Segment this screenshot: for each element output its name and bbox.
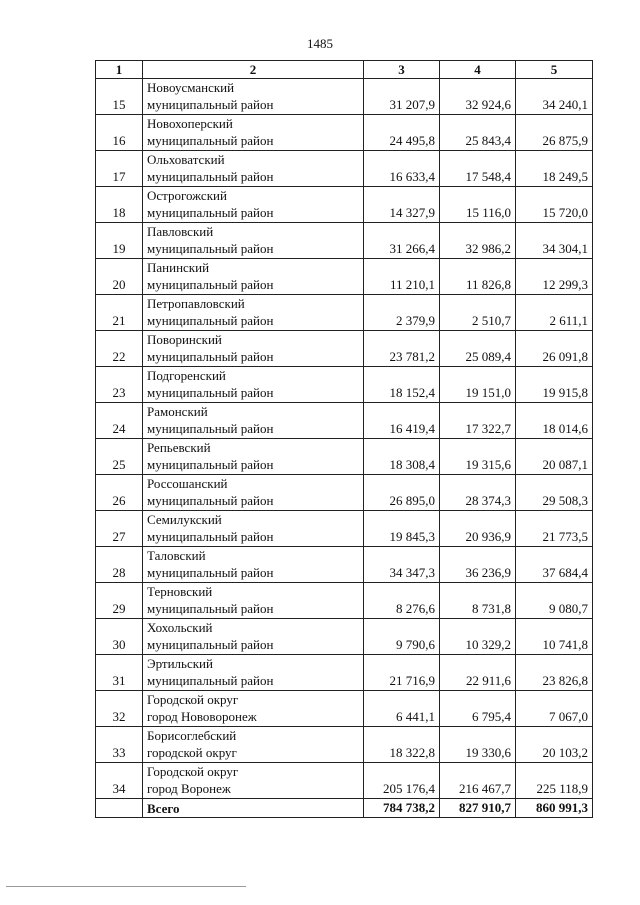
value-col-3: 2 379,9 <box>364 295 440 331</box>
district-name-line-1: Репьевский <box>147 440 211 455</box>
district-name-line-2: город Нововоронеж <box>147 709 257 724</box>
total-value-4: 827 910,7 <box>440 799 516 818</box>
value-col-3: 18 152,4 <box>364 367 440 403</box>
row-number: 28 <box>96 547 143 583</box>
table-row <box>96 295 593 331</box>
row-number: 33 <box>96 727 143 763</box>
value-col-5: 23 826,8 <box>516 655 593 691</box>
value-col-3: 31 207,9 <box>364 79 440 115</box>
value-col-5: 20 103,2 <box>516 727 593 763</box>
table-row <box>96 475 593 511</box>
district-name-line-2: муниципальный район <box>147 673 274 688</box>
district-name-line-2: муниципальный район <box>147 277 274 292</box>
district-name-line-1: Эртильский <box>147 656 213 671</box>
row-number: 18 <box>96 187 143 223</box>
value-col-5: 34 304,1 <box>516 223 593 259</box>
page-number: 1485 <box>307 36 333 51</box>
district-name <box>143 79 364 115</box>
table-row <box>96 439 593 475</box>
district-name <box>143 115 364 151</box>
district-name <box>143 691 364 727</box>
district-name-line-1: Городской округ <box>147 764 239 779</box>
district-name-line-2: муниципальный район <box>147 313 274 328</box>
total-num-cell <box>96 799 143 818</box>
value-col-4: 22 911,6 <box>440 655 516 691</box>
table-row <box>96 619 593 655</box>
value-col-5: 21 773,5 <box>516 511 593 547</box>
value-col-5: 26 091,8 <box>516 331 593 367</box>
value-col-5: 2 611,1 <box>516 295 593 331</box>
value-col-5: 225 118,9 <box>516 763 593 799</box>
district-name <box>143 187 364 223</box>
district-name-line-1: Острогожский <box>147 188 227 203</box>
district-name-line-2: муниципальный район <box>147 421 274 436</box>
value-col-4: 19 151,0 <box>440 367 516 403</box>
table-row <box>96 547 593 583</box>
district-name-line-1: Хохольский <box>147 620 213 635</box>
value-col-5: 37 684,4 <box>516 547 593 583</box>
district-name <box>143 259 364 295</box>
footnote-separator <box>6 886 246 887</box>
value-col-3: 16 633,4 <box>364 151 440 187</box>
district-name-line-2: муниципальный район <box>147 529 274 544</box>
district-name-line-1: Подгоренский <box>147 368 226 383</box>
district-name-line-1: Таловский <box>147 548 206 563</box>
district-name-line-1: Новохоперский <box>147 116 233 131</box>
row-number: 25 <box>96 439 143 475</box>
district-name <box>143 547 364 583</box>
value-col-3: 6 441,1 <box>364 691 440 727</box>
value-col-4: 25 089,4 <box>440 331 516 367</box>
district-name-line-2: город Воронеж <box>147 781 231 796</box>
district-name <box>143 151 364 187</box>
district-name-line-1: Павловский <box>147 224 214 239</box>
value-col-4: 11 826,8 <box>440 259 516 295</box>
value-col-3: 205 176,4 <box>364 763 440 799</box>
district-name-line-1: Новоусманский <box>147 80 235 95</box>
value-col-4: 32 924,6 <box>440 79 516 115</box>
district-name-line-1: Борисоглебский <box>147 728 237 743</box>
value-col-4: 6 795,4 <box>440 691 516 727</box>
row-number: 34 <box>96 763 143 799</box>
table-row <box>96 187 593 223</box>
district-name-line-1: Городской округ <box>147 692 239 707</box>
value-col-4: 19 330,6 <box>440 727 516 763</box>
header-col-3: 3 <box>364 61 440 79</box>
table-row <box>96 763 593 799</box>
value-col-4: 25 843,4 <box>440 115 516 151</box>
value-col-4: 17 322,7 <box>440 403 516 439</box>
value-col-4: 216 467,7 <box>440 763 516 799</box>
value-col-3: 23 781,2 <box>364 331 440 367</box>
table-row <box>96 367 593 403</box>
total-row <box>96 799 593 818</box>
district-name-line-2: муниципальный район <box>147 457 274 472</box>
value-col-4: 20 936,9 <box>440 511 516 547</box>
value-col-5: 34 240,1 <box>516 79 593 115</box>
value-col-5: 18 014,6 <box>516 403 593 439</box>
district-name <box>143 475 364 511</box>
value-col-5: 19 915,8 <box>516 367 593 403</box>
value-col-3: 24 495,8 <box>364 115 440 151</box>
value-col-3: 8 276,6 <box>364 583 440 619</box>
table-row <box>96 331 593 367</box>
district-name-line-2: муниципальный район <box>147 241 274 256</box>
value-col-5: 26 875,9 <box>516 115 593 151</box>
district-name-line-1: Рамонский <box>147 404 208 419</box>
header-col-1: 1 <box>96 61 143 79</box>
row-number: 31 <box>96 655 143 691</box>
district-name <box>143 367 364 403</box>
total-label: Всего <box>143 799 364 818</box>
district-name-line-1: Петропавловский <box>147 296 245 311</box>
district-name <box>143 511 364 547</box>
row-number: 30 <box>96 619 143 655</box>
row-number: 23 <box>96 367 143 403</box>
table-row <box>96 79 593 115</box>
district-name-line-2: муниципальный район <box>147 601 274 616</box>
district-name-line-2: муниципальный район <box>147 133 274 148</box>
table-row <box>96 511 593 547</box>
district-name <box>143 727 364 763</box>
district-name <box>143 403 364 439</box>
district-name-line-1: Россошанский <box>147 476 228 491</box>
value-col-5: 18 249,5 <box>516 151 593 187</box>
row-number: 27 <box>96 511 143 547</box>
row-number: 20 <box>96 259 143 295</box>
total-value-3: 784 738,2 <box>364 799 440 818</box>
value-col-4: 10 329,2 <box>440 619 516 655</box>
row-number: 22 <box>96 331 143 367</box>
table-row <box>96 403 593 439</box>
table-row <box>96 655 593 691</box>
table-row <box>96 727 593 763</box>
district-name <box>143 619 364 655</box>
header-col-4: 4 <box>440 61 516 79</box>
district-name-line-1: Терновский <box>147 584 213 599</box>
district-name-line-1: Семилукский <box>147 512 222 527</box>
value-col-5: 7 067,0 <box>516 691 593 727</box>
row-number: 15 <box>96 79 143 115</box>
table-row <box>96 151 593 187</box>
value-col-5: 9 080,7 <box>516 583 593 619</box>
district-name-line-1: Ольховатский <box>147 152 225 167</box>
district-name <box>143 295 364 331</box>
district-name-line-2: муниципальный район <box>147 205 274 220</box>
value-col-4: 15 116,0 <box>440 187 516 223</box>
header-row <box>96 61 593 79</box>
district-name-line-2: муниципальный район <box>147 169 274 184</box>
value-col-5: 29 508,3 <box>516 475 593 511</box>
value-col-4: 32 986,2 <box>440 223 516 259</box>
header-col-5: 5 <box>516 61 593 79</box>
row-number: 26 <box>96 475 143 511</box>
district-name <box>143 655 364 691</box>
value-col-4: 28 374,3 <box>440 475 516 511</box>
row-number: 21 <box>96 295 143 331</box>
value-col-4: 8 731,8 <box>440 583 516 619</box>
table-row <box>96 115 593 151</box>
row-number: 32 <box>96 691 143 727</box>
value-col-4: 2 510,7 <box>440 295 516 331</box>
value-col-4: 36 236,9 <box>440 547 516 583</box>
district-name-line-2: муниципальный район <box>147 493 274 508</box>
value-col-5: 12 299,3 <box>516 259 593 295</box>
district-name <box>143 331 364 367</box>
district-name <box>143 223 364 259</box>
value-col-3: 34 347,3 <box>364 547 440 583</box>
budget-table <box>95 60 593 818</box>
value-col-3: 14 327,9 <box>364 187 440 223</box>
value-col-3: 18 308,4 <box>364 439 440 475</box>
district-name-line-2: муниципальный район <box>147 97 274 112</box>
value-col-3: 31 266,4 <box>364 223 440 259</box>
district-name-line-2: муниципальный район <box>147 349 274 364</box>
table-row <box>96 223 593 259</box>
value-col-3: 21 716,9 <box>364 655 440 691</box>
value-col-3: 9 790,6 <box>364 619 440 655</box>
table-row <box>96 259 593 295</box>
value-col-5: 20 087,1 <box>516 439 593 475</box>
district-name <box>143 763 364 799</box>
table-body <box>96 79 593 799</box>
value-col-5: 10 741,8 <box>516 619 593 655</box>
row-number: 19 <box>96 223 143 259</box>
district-name-line-2: муниципальный район <box>147 637 274 652</box>
district-name-line-2: городской округ <box>147 745 237 760</box>
value-col-3: 19 845,3 <box>364 511 440 547</box>
row-number: 29 <box>96 583 143 619</box>
value-col-5: 15 720,0 <box>516 187 593 223</box>
value-col-3: 18 322,8 <box>364 727 440 763</box>
district-name-line-1: Поворинский <box>147 332 222 347</box>
value-col-4: 19 315,6 <box>440 439 516 475</box>
row-number: 17 <box>96 151 143 187</box>
total-value-5: 860 991,3 <box>516 799 593 818</box>
table-row <box>96 583 593 619</box>
district-name <box>143 439 364 475</box>
header-col-2: 2 <box>143 61 364 79</box>
value-col-3: 16 419,4 <box>364 403 440 439</box>
table-row <box>96 691 593 727</box>
district-name-line-2: муниципальный район <box>147 565 274 580</box>
district-name-line-2: муниципальный район <box>147 385 274 400</box>
value-col-4: 17 548,4 <box>440 151 516 187</box>
district-name-line-1: Панинский <box>147 260 210 275</box>
row-number: 16 <box>96 115 143 151</box>
value-col-3: 26 895,0 <box>364 475 440 511</box>
row-number: 24 <box>96 403 143 439</box>
district-name <box>143 583 364 619</box>
value-col-3: 11 210,1 <box>364 259 440 295</box>
